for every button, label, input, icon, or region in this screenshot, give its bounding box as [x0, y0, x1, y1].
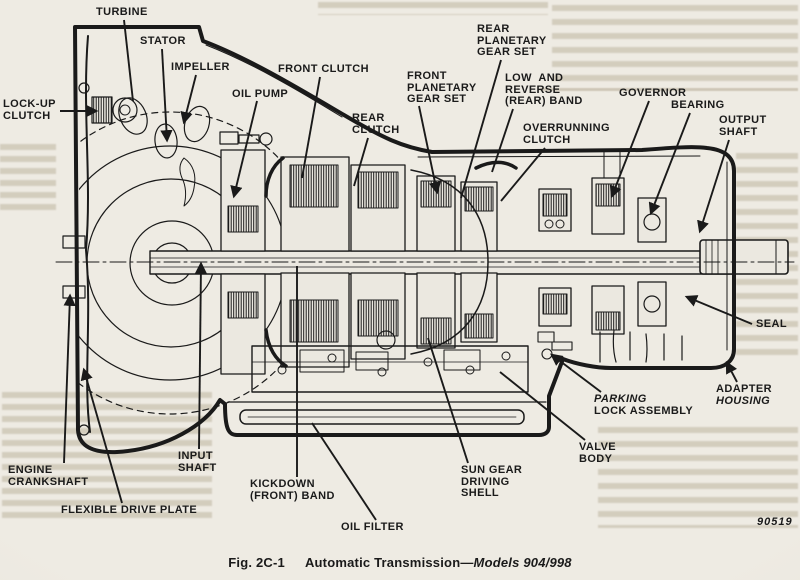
- figure-caption-number: Fig. 2C-1: [228, 555, 285, 570]
- part-label-oil-filter: OIL FILTER: [341, 521, 404, 533]
- part-label-kickdown-front-band: KICKDOWN (FRONT) BAND: [250, 478, 335, 502]
- part-label-sun-gear-driving-shell: SUN GEAR DRIVING SHELL: [461, 464, 523, 499]
- part-label-valve-body: VALVE BODY: [579, 441, 617, 465]
- part-label-adapter-housing: ADAPTER HOUSING: [716, 383, 772, 407]
- part-label-rear-clutch: REAR CLUTCH: [352, 112, 400, 136]
- part-label-stator: STATOR: [140, 35, 186, 47]
- part-label-input-shaft: INPUT SHAFT: [178, 450, 217, 474]
- part-label-impeller: IMPELLER: [171, 61, 230, 73]
- part-label-front-clutch: FRONT CLUTCH: [278, 63, 369, 75]
- part-label-turbine: TURBINE: [96, 6, 148, 18]
- part-label-overrunning-clutch: OVERRUNNING CLUTCH: [523, 122, 610, 146]
- part-label-seal: SEAL: [756, 318, 787, 330]
- figure-code: 90519: [757, 516, 793, 528]
- part-label-rear-planetary-gear-set: REAR PLANETARY GEAR SET: [477, 23, 547, 58]
- part-label-front-planetary-gear-set: FRONT PLANETARY GEAR SET: [407, 70, 477, 105]
- part-label-engine-crankshaft: ENGINE CRANKSHAFT: [8, 464, 89, 488]
- part-label-governor: GOVERNOR: [619, 87, 687, 99]
- part-label-oil-pump: OIL PUMP: [232, 88, 289, 100]
- figure-caption: [0, 555, 800, 570]
- figure-caption-title: Automatic Transmission—: [304, 555, 474, 570]
- part-label-low-and-reverse-rear-band: LOW AND REVERSE (REAR) BAND: [505, 72, 583, 107]
- figure-caption-models: Models 904/998: [473, 555, 572, 570]
- part-label-output-shaft: OUTPUT SHAFT: [719, 114, 767, 138]
- part-label-flexible-drive-plate: FLEXIBLE DRIVE PLATE: [61, 504, 198, 516]
- part-label-lock-up-clutch: LOCK-UP CLUTCH: [3, 98, 56, 122]
- part-label-bearing: BEARING: [671, 99, 725, 111]
- part-label-parking-lock-assembly: PARKING LOCK ASSEMBLY: [594, 393, 694, 417]
